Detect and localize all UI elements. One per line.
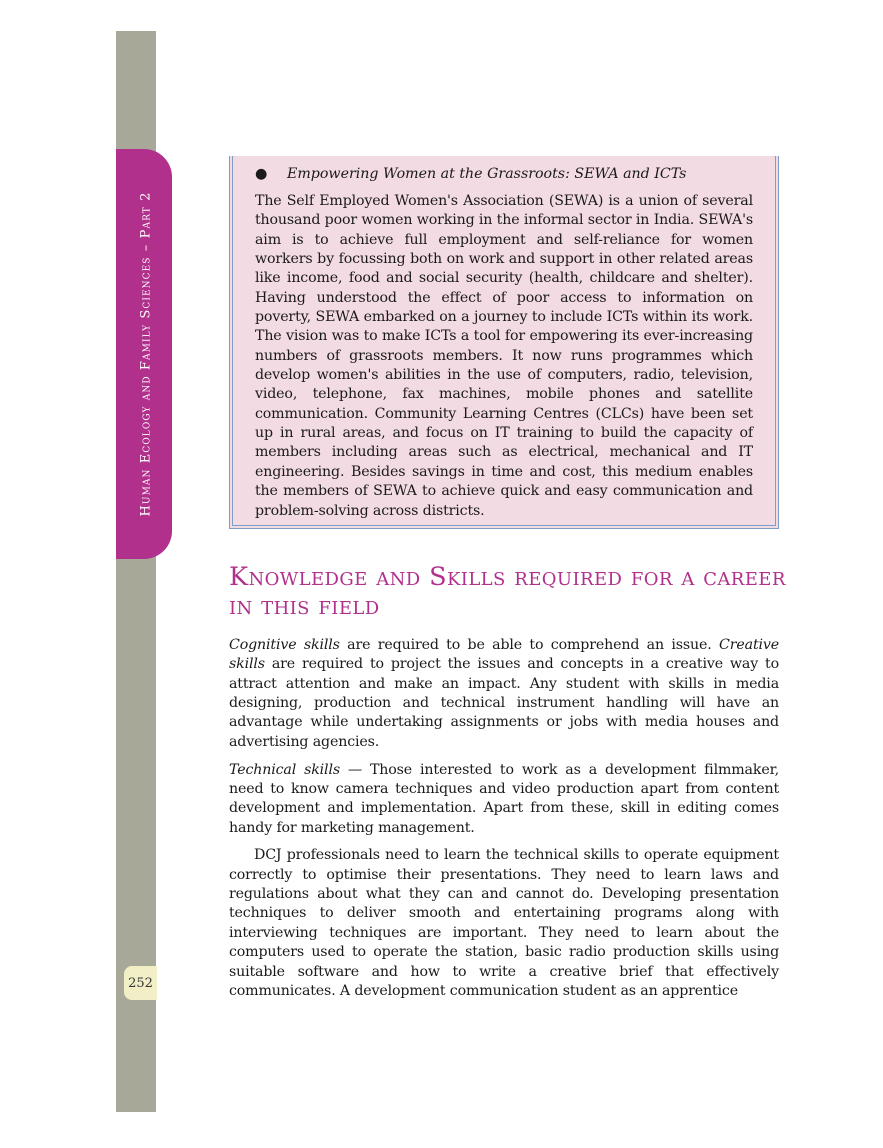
technical-skills-term: Technical skills — [229, 761, 340, 778]
box-heading — [255, 164, 753, 184]
paragraph-technical — [229, 761, 779, 838]
section-title: Knowledge and Skills required for a career in this field — [229, 562, 786, 621]
box-body: The Self Employed Women's Association (SEWA) is a union of several thousand poor women working in the informal sector in India. SEWA's aim is to achieve full employment and self-reliance for women workers by focussing both on work and support in other related areas like income, food and social security (health, childcare and shelter). Having understood the effect of poor access to information on poverty, SEWA embarked on a journey to include ICTs within its work. The vision was to make ICTs a tool for empowering its ever-increasing numbers of grassroots members. It now runs programmes which develop women's abilities in the use of computers, radio, television, video, telephone, fax machines, mobile phones and satellite communication. Community Learning Centres (CLCs) have been set up in rural areas, and focus on IT training to build the capacity of members including areas such as electrical, mechanical and IT engineering. Besides savings in time and cost, this medium enables the members of SEWA to achieve quick and easy communication and problem-solving across districts. — [255, 193, 753, 519]
page-number: 252 — [124, 966, 157, 1000]
paragraph-text: — Those interested to work as a development filmmaker, need to know camera techniques and video production apart from content development and implementation. Apart from these, skill in editing comes handy for marketing management. — [229, 761, 779, 836]
paragraph-dcj: DCJ professionals need to learn the technical skills to operate equipment correctly to optimise their presentations. They need to learn laws and regulations about what they can and cannot do. Developing presentation techniques to deliver smooth and entertaining programs along with interviewing techniques are important. They need to learn about the computers used to operate the station, basic radio production skills using suitable software and how to write a creative brief that effectively communicates. A development communication student as an apprentice — [229, 847, 779, 999]
section-content — [229, 636, 779, 1010]
bullet-icon: ● — [255, 166, 268, 182]
paragraph-text: are required to be able to comprehend an issue. — [339, 637, 720, 653]
creative-skills-term: Creative skills — [229, 637, 779, 673]
cognitive-skills-term: Cognitive skills — [229, 637, 340, 653]
paragraph-skills — [229, 636, 779, 752]
sewa-box — [229, 156, 779, 529]
paragraph-text: are required to project the issues and concepts in a creative way to attract attention and make an impact. Any student with skills in media designing, production and technical instrument handling will have an advantage while undertaking assignments or jobs with media houses and advertising agencies. — [229, 656, 779, 750]
box-heading-text: Empowering Women at the Grassroots: SEWA and ICTs — [287, 166, 687, 182]
book-title: Human Ecology and Family Sciences – Part 2 — [138, 191, 154, 517]
